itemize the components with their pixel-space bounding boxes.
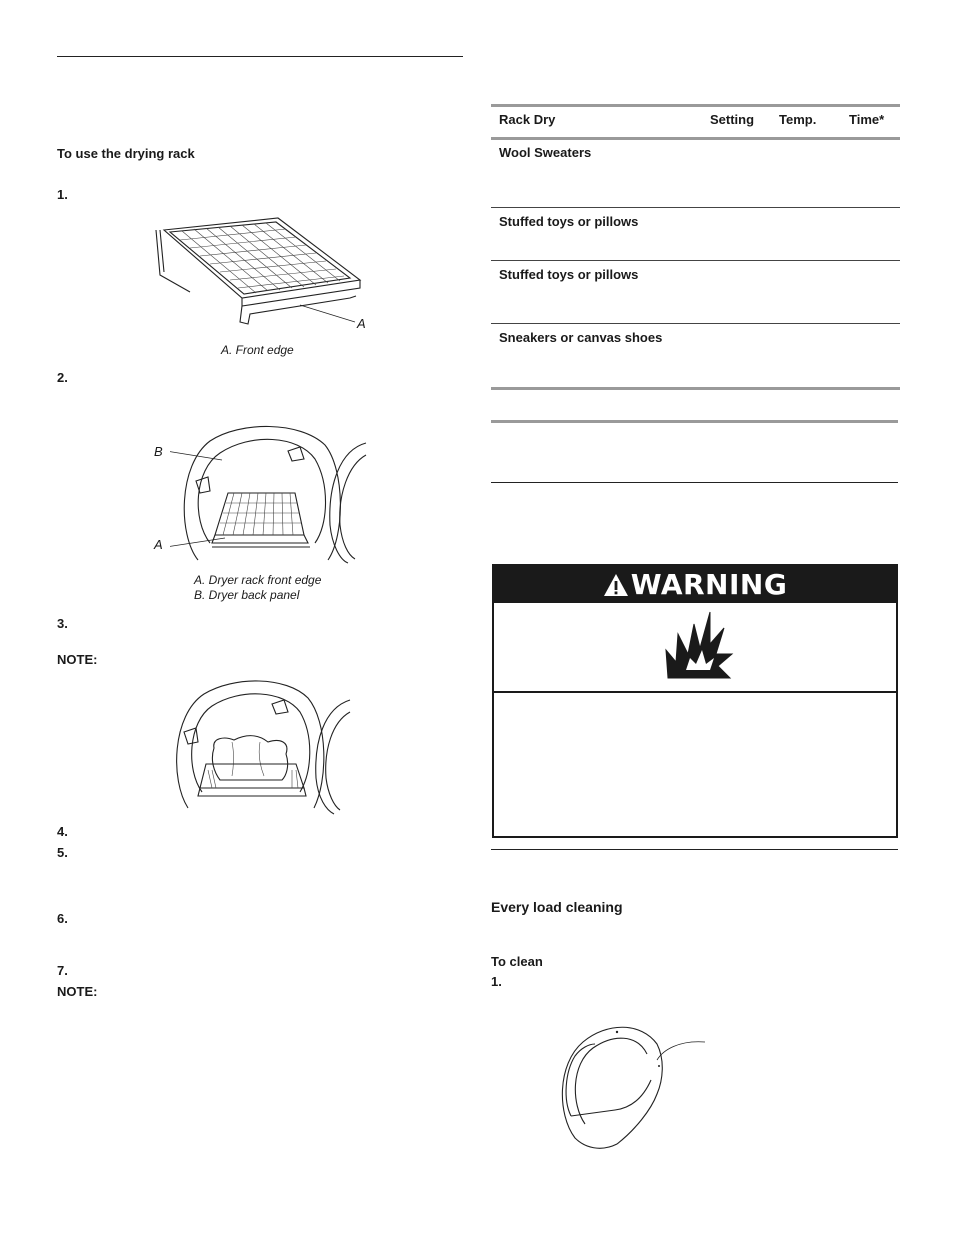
table-bottom-rule xyxy=(491,387,900,390)
clean-step-number-1: 1. xyxy=(491,974,502,989)
fig2-caption-b: B. Dryer back panel xyxy=(194,588,300,602)
step-number-3: 3. xyxy=(57,616,68,631)
table-header-rack-dry: Rack Dry xyxy=(499,112,556,127)
table-row-sneakers: Sneakers or canvas shoes xyxy=(499,330,663,345)
step-number-4: 4. xyxy=(57,824,68,839)
to-clean-heading: To clean xyxy=(491,954,543,969)
table-header-time: Time* xyxy=(849,112,885,127)
fig1-caption: A. Front edge xyxy=(221,343,294,357)
top-rule-left xyxy=(57,56,463,57)
dryer-lint-screen-illustration xyxy=(555,1020,725,1150)
table-row-wool-sweaters: Wool Sweaters xyxy=(499,145,592,160)
note-box-bottom-rule xyxy=(491,482,898,483)
fig2-label-a: A xyxy=(154,537,163,552)
note-box-top-rule xyxy=(491,420,898,423)
dryer-rack-installed-illustration xyxy=(170,425,370,565)
section-heading-drying-rack: To use the drying rack xyxy=(57,146,195,161)
warning-bottom-rule xyxy=(491,849,898,850)
fig1-label-a: A xyxy=(357,316,366,331)
table-header-rule xyxy=(491,137,900,140)
warning-divider xyxy=(494,691,896,693)
warning-title-text: WARNING xyxy=(630,568,788,601)
table-row-divider-2 xyxy=(491,260,900,261)
explosion-icon xyxy=(664,610,734,680)
table-row-stuffed-toys-2: Stuffed toys or pillows xyxy=(499,267,639,282)
warning-header xyxy=(494,566,896,603)
table-top-rule xyxy=(491,104,900,107)
step-number-7: 7. xyxy=(57,963,68,978)
warning-title xyxy=(494,568,896,601)
fig2-label-b: B xyxy=(154,444,163,459)
drying-rack-illustration xyxy=(150,210,380,335)
step-number-1: 1. xyxy=(57,187,68,202)
fig2-caption-a: A. Dryer rack front edge xyxy=(194,573,322,587)
table-row-stuffed-toys-1: Stuffed toys or pillows xyxy=(499,214,639,229)
every-load-cleaning-heading: Every load cleaning xyxy=(491,899,623,915)
table-row-divider-1 xyxy=(491,207,900,208)
note-label-2: NOTE: xyxy=(57,984,98,999)
warning-triangle-icon xyxy=(603,573,629,597)
table-header-temp: Temp. xyxy=(779,112,817,127)
note-label-1: NOTE: xyxy=(57,652,98,667)
step-number-5: 5. xyxy=(57,845,68,860)
step-number-2: 2. xyxy=(57,370,68,385)
step-number-6: 6. xyxy=(57,911,68,926)
dryer-pillow-on-rack-illustration xyxy=(168,680,353,815)
table-row-divider-3 xyxy=(491,323,900,324)
warning-box xyxy=(492,564,898,838)
table-header-setting: Setting xyxy=(710,112,755,127)
